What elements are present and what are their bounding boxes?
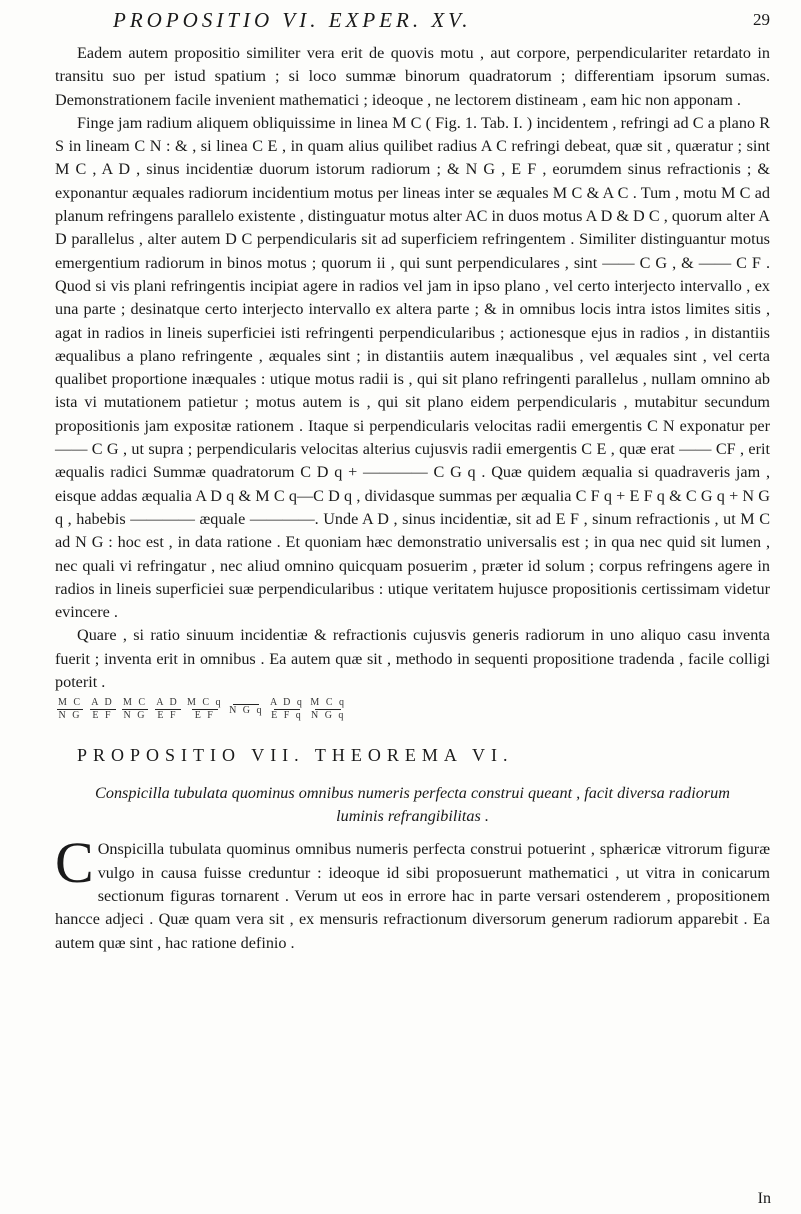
fraction: $\frac{\text{M C}}{\text{N G}}$ — [57, 697, 83, 722]
fraction: $\frac{\text{A D}}{\text{E F}}$ — [156, 697, 179, 722]
page-number: 29 — [753, 10, 770, 29]
final-paragraph-text: Onspicilla tubulata quominus omnibus numeris perfecta construi potuerint , sphæricæ vitrorum figuræ vulgo in causa fuisse creduntur : ideoque id sibi proposuerunt mathematici , ut vitra in conicarum sectionum figuras tornarent . Verum ut eos in errore hac in parte versari ostenderem , propositionem hancce adjeci . Quæ quam vera sit , ex mensuris refractionum diversorum generum radiorum apparebit . Ea autem quæ sint , hac ratione definio . — [55, 840, 770, 952]
fraction: N G q — [229, 705, 264, 717]
fraction: $\frac{\text{A D}}{\text{E F}}$ — [91, 697, 114, 722]
fraction: $\frac{\text{A D q}}{\text{E F q}}$ — [270, 697, 304, 722]
enunciation: Conspicilla tubulata quominus omnibus numeris perfecta construi queant , facit diversa radiorum luminis refrangibilitas . — [95, 784, 730, 826]
final-paragraph — [55, 830, 770, 954]
paragraph-2: Finge jam radium aliquem obliquissime in linea M C ( Fig. 1. Tab. I. ) incidentem , refringi ad C a plano R S in lineam C N : & , si linea C E , in quam alius quilibet radius A C refringi debeat, quæ sit , quæratur ; sint M C , A D , sinus incidentiæ duorum istorum radiorum ; & N G , E F , eorumdem sinus refractionis ; & exponantur æquales radiorum incidentium motus per lineas inter se æquales M C & A C . Tum , motu M C ad planum refringens parallelo existente , distinguatur motus alter AC in duos motus A D & D C , quorum alter A D parallelus , alter autem D C perpendicularis sit ad superficiem refringentem . Similiter distinguantur motus emergentium radiorum in binos motus ; quorum ii , qui sunt perpendiculares , sint ―― C G , & ―― C F . Quod si vis plani refringentis incipiat agere in radios vel jam in ipso plano , vel certo interjecto intervallo , ex una parte ; desinatque certo interjecto intervallo ex altera parte ; & in omnibus locis intra istos limites sitis , agat in radios in lineis superficiei isti refringenti perpendicularibus ; actionesque ejus in radios , in distantiis æqualibus a plano refringente , æquales sint ; in distantiis autem inæqualibus , vel æquales sint , vel certa qualibet proportione inæquales : utique motus radii is , qui sit plano refringenti parallelus , nullam omnino ab ista vi mutationem patietur ; motus autem is , qui sit plano eidem perpendicularis , mutabitur secundum propositionis jam expositæ rationem . Itaque si perpendicularis velocitas radii emergentis C N exponatur per ―― C G , ut supra ; perpendicularis velocitas alterius cujusvis radii emergentis C E , quæ erat ―― CF , erit æqualis radici Summæ quadratorum C D q + ―――― C G q . Quæ quidem æqualia si quadraveris jam , eisque addas æqualia A D q & M C q—C D q , dividasque summas per æqualia C F q + E F q & C G q + N G q , habebis ―――― æquale ――――. Unde A D , sinus incidentiæ, sit ad E F , sinum refractionis , ut M C ad N G : hoc est , in data ratione . Et quoniam hæc demonstratio universalis est ; in qua nec quid sit lumen , nec quali vi refringatur , nec aliud omnino quicquam posuerim , præter id solum ; corpus refringens agere in radios in lineis superficiei suæ perpendicularibus : utique veritatem hujusce propositionis certissimam videtur evincere . — [55, 113, 770, 622]
page — [55, 0, 770, 955]
paragraph-1: Eadem autem propositio similiter vera erit de quovis motu , aut corpore, perpendiculariter retardato in transitu suo per istud spatium ; si loco summæ binorum quadratorum ; differentiam ipsorum sumas. Demonstrationem facile invenient mathematici ; ideoque , ne lectorem distineam , eam hic non apponam . — [55, 44, 770, 109]
fraction-notes — [55, 698, 770, 721]
proposition-heading: PROPOSITIO VII. THEOREMA VI. — [77, 745, 514, 766]
paragraph-3: Quare , si ratio sinuum incidentiæ & refractionis cujusvis generis radiorum in uno aliquo casu inventa fuerit ; inventa erit in omnibus . Ea autem quæ sit , methodo in sequenti propositione tradenda , facile colligi poterit . — [55, 626, 770, 692]
catchword: In — [757, 1190, 771, 1207]
fraction: $\frac{\text{M C}}{\text{N G}}$ — [122, 697, 148, 722]
fraction: $\frac{\text{M C q}}{\text{N G q}}$ — [310, 697, 346, 722]
header-title: PROPOSITIO VI. EXPER. XV. — [113, 8, 472, 32]
fraction: $\frac{\text{M C q}}{\text{E F}}$ — [187, 697, 223, 722]
main-text — [55, 42, 770, 694]
drop-cap: C — [55, 830, 94, 896]
running-header — [55, 8, 770, 42]
